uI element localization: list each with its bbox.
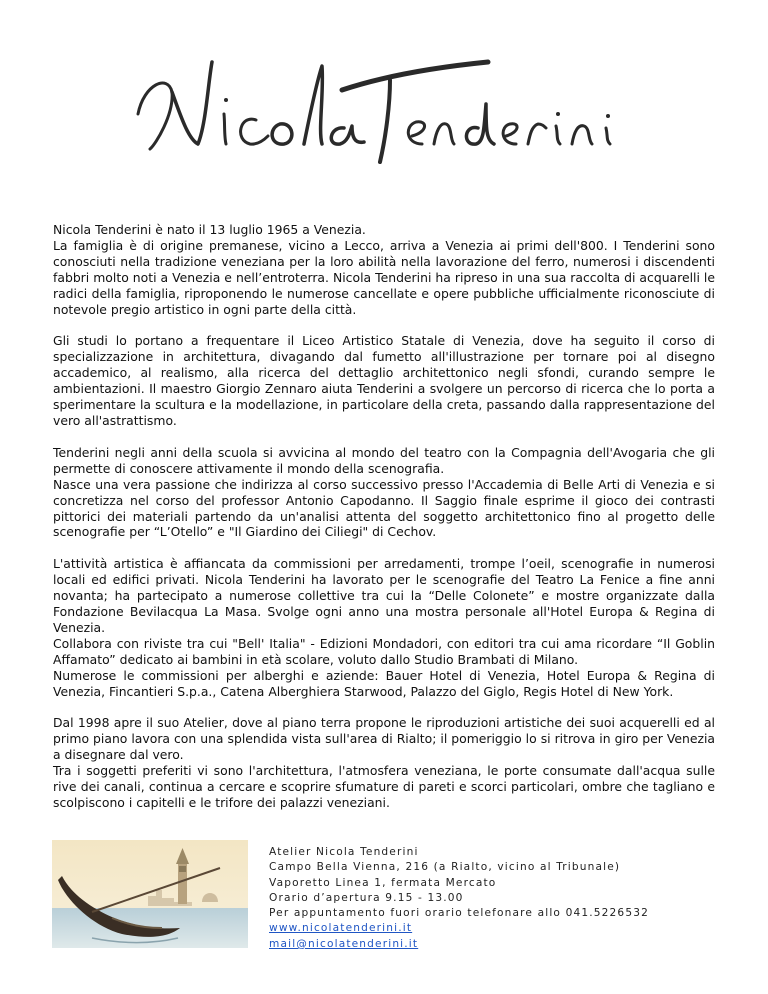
paragraph-4 [53,556,715,699]
contact-info [269,845,649,952]
paragraph-line: Collabora con riviste tra cui "Bell' Italia" - Edizioni Mondadori, con editori tra cui ama ricordare “Il Goblin Affamato” dedicato ai bambini in età scolare, voluto dallo Studio Brambati di Milano. [53,635,715,667]
paragraph-1 [53,222,715,317]
gondola-illustration [52,840,248,948]
paragraph-line: Nasce una vera passione che indirizza al corso successivo presso l'Accademia di Belle Arti di Venezia e si concretizza nel corso del professor Antonio Capodanno. Il Saggio finale esprime il gioco dei contrasti pittorici dei materiali partendo da un'analisi attenta del soggetto architettonico fino al progetto delle scenografie per “L’Otello” e "Il Giardino dei Ciliegi" di Cechov. [53,476,715,540]
paragraph-line: Dal 1998 apre il suo Atelier, dove al piano terra propone le riproduzioni artistiche dei suoi acquerelli ed al primo piano lavora con una splendida vista sull'area di Rialto; il pomeriggio lo si ritrova in giro per Venezia a disegnare dal vero. [53,715,715,763]
vaporetto-info: Vaporetto Linea 1, fermata Mercato [269,876,497,889]
paragraph-line: Tenderini negli anni della scuola si avvicina al mondo del teatro con la Compagnia dell'Avogaria che gli permette di conoscere attivamente il mondo della scenografia. [53,444,715,476]
biography [53,222,715,827]
email-link[interactable]: mail@nicolatenderini.it [269,937,419,950]
paragraph-5 [53,715,715,810]
paragraph-line: Tra i soggetti preferiti vi sono l'architettura, l'atmosfera veneziana, le porte consumate dall'acqua sulle rive dei canali, continua a cercare e scoprire sfumature di pareti e scorci particolari, ombre che tagliano e scolpiscono i capitelli e le trifore dei palazzi veneziani. [53,763,715,810]
atelier-address: Campo Bella Vienna, 216 (a Rialto, vicino al Tribunale) [269,861,621,874]
appointment-phone: Per appuntamento fuori orario telefonare allo 041.5226532 [269,907,649,920]
opening-hours: Orario d’apertura 9.15 - 13.00 [269,891,464,904]
atelier-name: Atelier Nicola Tenderini [269,846,419,858]
website-link[interactable]: www.nicolatenderini.it [269,922,413,935]
paragraph-line: Nicola Tenderini è nato il 13 luglio 1965 a Venezia. [53,222,366,237]
paragraph-line: La famiglia è di origine premanese, vicino a Lecco, arriva a Venezia ai primi dell'800. I Tenderini sono conosciuti nella tradizione veneziana per la loro abilità nella lavorazione del ferro, numerosi i discendenti fabbri molto noti a Venezia e nell’entroterra. Nicola Tenderini ha ripreso in una sua raccolta di acquarelli le radici della famiglia, riproponendo le numerose cancellate e opere pubbliche ufficialmente riconosciute di notevole pregio artistico in ogni parte della città. [53,237,715,317]
paragraph-2 [53,333,715,428]
paragraph-line: Gli studi lo portano a frequentare il Liceo Artistico Statale di Venezia, dove ha seguito il corso di specializzazione in architettura, divagando dal fumetto all'illustrazione per tornare poi al disegno accademico, al realismo, alla ricerca del dettaglio architettonico negli sfondi, curando sempre le ambientazioni. Il maestro Giorgio Zennaro aiuta Tenderini a svolgere un percorso di ricerca che lo porta a sperimentare la scultura e la modellazione, in particolare della creta, passando dalla rappresentazione del vero all'astrattismo. [53,333,715,428]
paragraph-line: L'attività artistica è affiancata da commissioni per arredamenti, trompe l’oeil, scenografie in numerosi locali ed edifici privati. Nicola Tenderini ha lavorato per le scenografie del Teatro La Fenice a fine anni novanta; ha partecipato a numerose collettive tra cui la “Delle Colonete” e mostre organizzate dalla Fondazione Bevilacqua La Masa. Svolge ogni anno una mostra personale all'Hotel Europa & Regina di Venezia. [53,556,715,635]
paragraph-3 [53,445,715,540]
paragraph-line: Numerose le commissioni per alberghi e aziende: Bauer Hotel di Venezia, Hotel Europa & Regina di Venezia, Fincantieri S.p.a., Catena Alberghiera Starwood, Palazzo del Giglo, Regis Hotel di New York. [53,667,715,699]
signature-image [128,44,648,194]
